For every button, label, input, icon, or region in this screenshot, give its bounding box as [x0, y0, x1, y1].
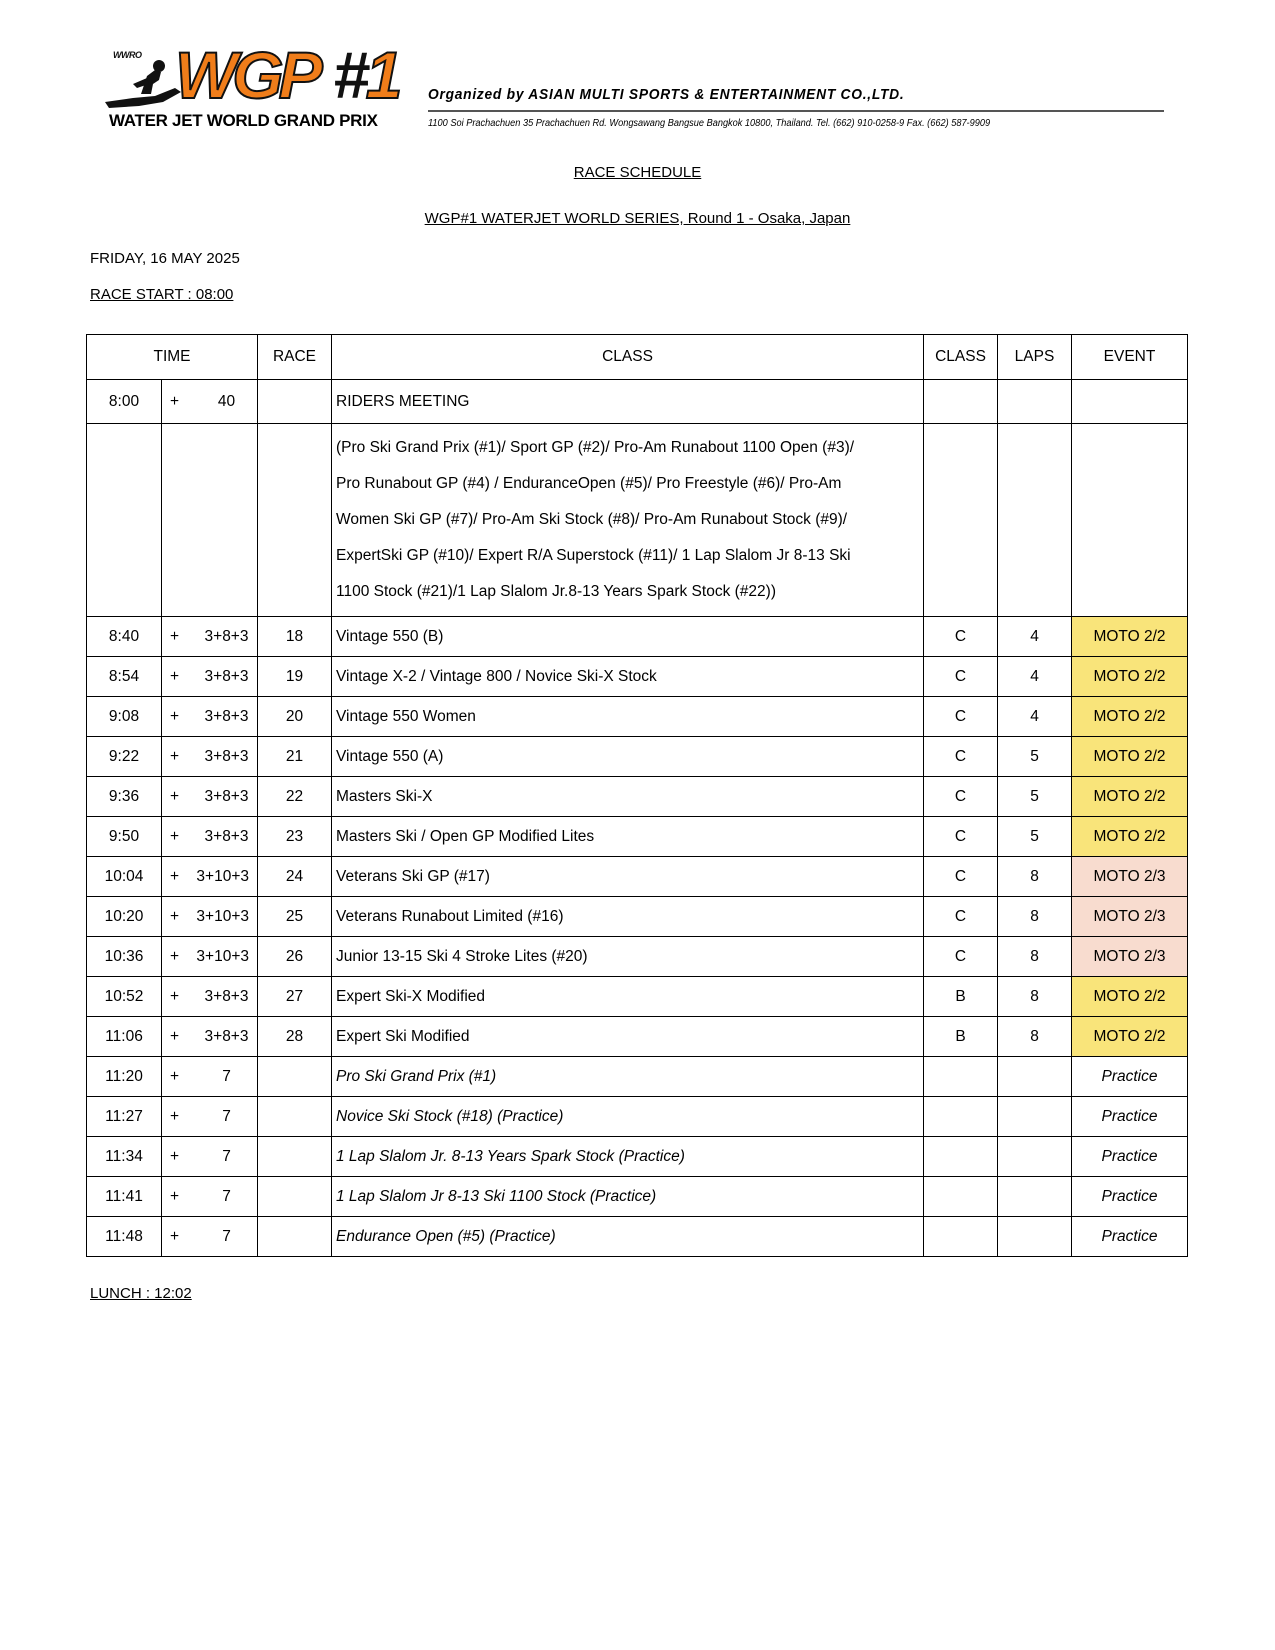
race-number-cell: 20 [258, 697, 332, 737]
laps-cell [998, 1177, 1072, 1217]
class-code-cell: B [924, 1017, 998, 1057]
race-number-cell [258, 1097, 332, 1137]
time-cell: 11:41 [87, 1177, 162, 1217]
class-name-cell: Novice Ski Stock (#18) (Practice) [332, 1097, 924, 1137]
meeting-classes-row [87, 424, 1188, 617]
duration-cell: + 7 [162, 1057, 258, 1097]
time-cell: 9:36 [87, 777, 162, 817]
meeting-class-line: ExpertSki GP (#10)/ Expert R/A Superstock (#11)/ 1 Lap Slalom Jr 8-13 Ski [336, 547, 851, 564]
laps-cell: 8 [998, 977, 1072, 1017]
meeting-classes-time [87, 424, 162, 617]
duration-cell: + 3+8+3 [162, 737, 258, 777]
race-number-cell: 25 [258, 897, 332, 937]
laps-cell: 5 [998, 817, 1072, 857]
jet-ski-rider-icon [103, 58, 183, 110]
class-name-cell: Vintage 550 Women [332, 697, 924, 737]
header-race: RACE [258, 335, 332, 380]
race-row [87, 777, 1188, 817]
wwro-mark: WWRO [113, 50, 142, 60]
practice-row [87, 1097, 1188, 1137]
laps-cell: 4 [998, 697, 1072, 737]
race-row [87, 977, 1188, 1017]
riders-meeting-row [87, 380, 1188, 424]
duration-cell: + 3+8+3 [162, 697, 258, 737]
race-number-cell [258, 1057, 332, 1097]
laps-cell [998, 1217, 1072, 1257]
class-code-cell [924, 1097, 998, 1137]
race-number-cell: 24 [258, 857, 332, 897]
class-name-cell: Endurance Open (#5) (Practice) [332, 1217, 924, 1257]
class-code-cell: C [924, 777, 998, 817]
duration-cell: + 7 [162, 1177, 258, 1217]
class-name-cell: Expert Ski-X Modified [332, 977, 924, 1017]
meeting-classes-code [924, 424, 998, 617]
class-name-cell: Expert Ski Modified [332, 1017, 924, 1057]
laps-cell: 4 [998, 617, 1072, 657]
class-name-cell: Junior 13-15 Ski 4 Stroke Lites (#20) [332, 937, 924, 977]
meeting-label: RIDERS MEETING [332, 380, 924, 424]
class-code-cell [924, 1217, 998, 1257]
class-name-cell: Vintage 550 (B) [332, 617, 924, 657]
race-number-cell: 26 [258, 937, 332, 977]
laps-cell: 4 [998, 657, 1072, 697]
meeting-laps [998, 380, 1072, 424]
time-cell: 10:52 [87, 977, 162, 1017]
time-cell: 10:36 [87, 937, 162, 977]
laps-cell: 8 [998, 897, 1072, 937]
duration-cell: + 3+10+3 [162, 937, 258, 977]
class-name-cell: Veterans Ski GP (#17) [332, 857, 924, 897]
time-cell: 8:40 [87, 617, 162, 657]
time-cell: 11:20 [87, 1057, 162, 1097]
time-cell: 9:22 [87, 737, 162, 777]
header-time: TIME [87, 335, 258, 380]
logo-subtitle: WATER JET WORLD GRAND PRIX [109, 111, 378, 130]
meeting-class-line: (Pro Ski Grand Prix (#1)/ Sport GP (#2)/ Pro-Am Runabout 1100 Open (#3)/ [336, 439, 855, 456]
class-code-cell: C [924, 897, 998, 937]
event-cell: MOTO 2/2 [1072, 1017, 1188, 1057]
laps-cell: 8 [998, 857, 1072, 897]
event-cell: MOTO 2/2 [1072, 657, 1188, 697]
race-row [87, 697, 1188, 737]
class-code-cell: C [924, 857, 998, 897]
class-name-cell: Masters Ski / Open GP Modified Lites [332, 817, 924, 857]
practice-row [87, 1057, 1188, 1097]
meeting-race [258, 380, 332, 424]
class-code-cell: C [924, 817, 998, 857]
meeting-classes-duration [162, 424, 258, 617]
header-laps: LAPS [998, 335, 1072, 380]
duration-cell: + 7 [162, 1217, 258, 1257]
duration-cell: + 3+8+3 [162, 977, 258, 1017]
race-row [87, 657, 1188, 697]
wgp-wordmark: WGP [175, 38, 318, 112]
organizer-address: 1100 Soi Prachachuen 35 Prachachuen Rd. Wongsawang Bangsue Bangkok 10800, Thailand. Tel. (662) 910-0258-9 Fax. (662) 587-9909 [428, 118, 991, 129]
number-one-mark: #1 [333, 38, 399, 112]
event-cell: Practice [1072, 1137, 1188, 1177]
practice-row [87, 1177, 1188, 1217]
class-code-cell: C [924, 737, 998, 777]
event-cell: MOTO 2/2 [1072, 617, 1188, 657]
event-subtitle: WGP#1 WATERJET WORLD SERIES, Round 1 - Osaka, Japan [424, 210, 851, 227]
event-cell: MOTO 2/3 [1072, 897, 1188, 937]
race-schedule-table [86, 334, 1188, 1257]
class-code-cell: C [924, 617, 998, 657]
organizer-line: Organized by ASIAN MULTI SPORTS & ENTERTAINMENT CO.,LTD. [428, 86, 905, 103]
time-cell: 8:54 [87, 657, 162, 697]
duration-cell: + 3+10+3 [162, 897, 258, 937]
meeting-classes-race [258, 424, 332, 617]
meeting-classes-list [332, 424, 924, 617]
meeting-classes-event [1072, 424, 1188, 617]
meeting-time: 8:00 [87, 380, 162, 424]
event-cell: MOTO 2/2 [1072, 737, 1188, 777]
duration-cell: + 3+8+3 [162, 817, 258, 857]
race-number-cell [258, 1177, 332, 1217]
time-cell: 10:04 [87, 857, 162, 897]
race-start: RACE START : 08:00 [90, 286, 234, 303]
race-number-cell: 27 [258, 977, 332, 1017]
duration-cell: + 3+8+3 [162, 657, 258, 697]
laps-cell [998, 1057, 1072, 1097]
table-header-row [87, 335, 1188, 380]
meeting-event [1072, 380, 1188, 424]
race-number-cell: 21 [258, 737, 332, 777]
laps-cell: 8 [998, 937, 1072, 977]
duration-cell: + 3+8+3 [162, 1017, 258, 1057]
meeting-duration: + 40 [162, 380, 258, 424]
header-class-code: CLASS [924, 335, 998, 380]
meeting-class-line: Pro Runabout GP (#4) / EnduranceOpen (#5)/ Pro Freestyle (#6)/ Pro-Am [336, 475, 842, 492]
time-cell: 11:06 [87, 1017, 162, 1057]
event-cell: Practice [1072, 1097, 1188, 1137]
time-cell: 11:27 [87, 1097, 162, 1137]
event-cell: MOTO 2/2 [1072, 977, 1188, 1017]
laps-cell [998, 1137, 1072, 1177]
lunch-time: LUNCH : 12:02 [90, 1285, 192, 1302]
race-number-cell [258, 1137, 332, 1177]
header-divider [428, 110, 1164, 112]
class-name-cell: Veterans Runabout Limited (#16) [332, 897, 924, 937]
duration-cell: + 7 [162, 1137, 258, 1177]
race-number-cell: 19 [258, 657, 332, 697]
race-number-cell [258, 1217, 332, 1257]
race-row [87, 1017, 1188, 1057]
race-day: FRIDAY, 16 MAY 2025 [90, 250, 240, 267]
class-code-cell [924, 1137, 998, 1177]
time-cell: 10:20 [87, 897, 162, 937]
duration-cell: + 3+10+3 [162, 857, 258, 897]
class-code-cell [924, 1057, 998, 1097]
page-title: RACE SCHEDULE [573, 164, 702, 181]
class-name-cell: Vintage X-2 / Vintage 800 / Novice Ski-X Stock [332, 657, 924, 697]
class-name-cell: Pro Ski Grand Prix (#1) [332, 1057, 924, 1097]
header-class: CLASS [332, 335, 924, 380]
class-name-cell: Masters Ski-X [332, 777, 924, 817]
duration-cell: + 3+8+3 [162, 617, 258, 657]
meeting-class-line: Women Ski GP (#7)/ Pro-Am Ski Stock (#8)/ Pro-Am Runabout Stock (#9)/ [336, 511, 848, 528]
event-cell: MOTO 2/2 [1072, 697, 1188, 737]
event-cell: Practice [1072, 1217, 1188, 1257]
class-code-cell: C [924, 937, 998, 977]
laps-cell [998, 1097, 1072, 1137]
class-name-cell: 1 Lap Slalom Jr. 8-13 Years Spark Stock (Practice) [332, 1137, 924, 1177]
practice-row [87, 1137, 1188, 1177]
meeting-class-code [924, 380, 998, 424]
class-code-cell [924, 1177, 998, 1217]
class-code-cell: C [924, 657, 998, 697]
race-number-cell: 22 [258, 777, 332, 817]
class-name-cell: 1 Lap Slalom Jr 8-13 Ski 1100 Stock (Practice) [332, 1177, 924, 1217]
time-cell: 9:08 [87, 697, 162, 737]
class-code-cell: B [924, 977, 998, 1017]
race-row [87, 937, 1188, 977]
event-cell: MOTO 2/3 [1072, 937, 1188, 977]
practice-row [87, 1217, 1188, 1257]
wgp-logo [103, 38, 413, 136]
time-cell: 11:48 [87, 1217, 162, 1257]
laps-cell: 8 [998, 1017, 1072, 1057]
race-number-cell: 23 [258, 817, 332, 857]
laps-cell: 5 [998, 777, 1072, 817]
header-event: EVENT [1072, 335, 1188, 380]
meeting-classes-laps [998, 424, 1072, 617]
time-cell: 11:34 [87, 1137, 162, 1177]
race-row [87, 737, 1188, 777]
duration-cell: + 3+8+3 [162, 777, 258, 817]
meeting-class-line: 1100 Stock (#21)/1 Lap Slalom Jr.8-13 Years Spark Stock (#22)) [336, 583, 776, 600]
event-cell: Practice [1072, 1177, 1188, 1217]
laps-cell: 5 [998, 737, 1072, 777]
event-cell: MOTO 2/2 [1072, 777, 1188, 817]
duration-cell: + 7 [162, 1097, 258, 1137]
race-row [87, 857, 1188, 897]
event-cell: Practice [1072, 1057, 1188, 1097]
race-row [87, 817, 1188, 857]
class-code-cell: C [924, 697, 998, 737]
race-row [87, 617, 1188, 657]
class-name-cell: Vintage 550 (A) [332, 737, 924, 777]
event-cell: MOTO 2/3 [1072, 857, 1188, 897]
event-cell: MOTO 2/2 [1072, 817, 1188, 857]
race-number-cell: 28 [258, 1017, 332, 1057]
race-row [87, 897, 1188, 937]
race-number-cell: 18 [258, 617, 332, 657]
time-cell: 9:50 [87, 817, 162, 857]
